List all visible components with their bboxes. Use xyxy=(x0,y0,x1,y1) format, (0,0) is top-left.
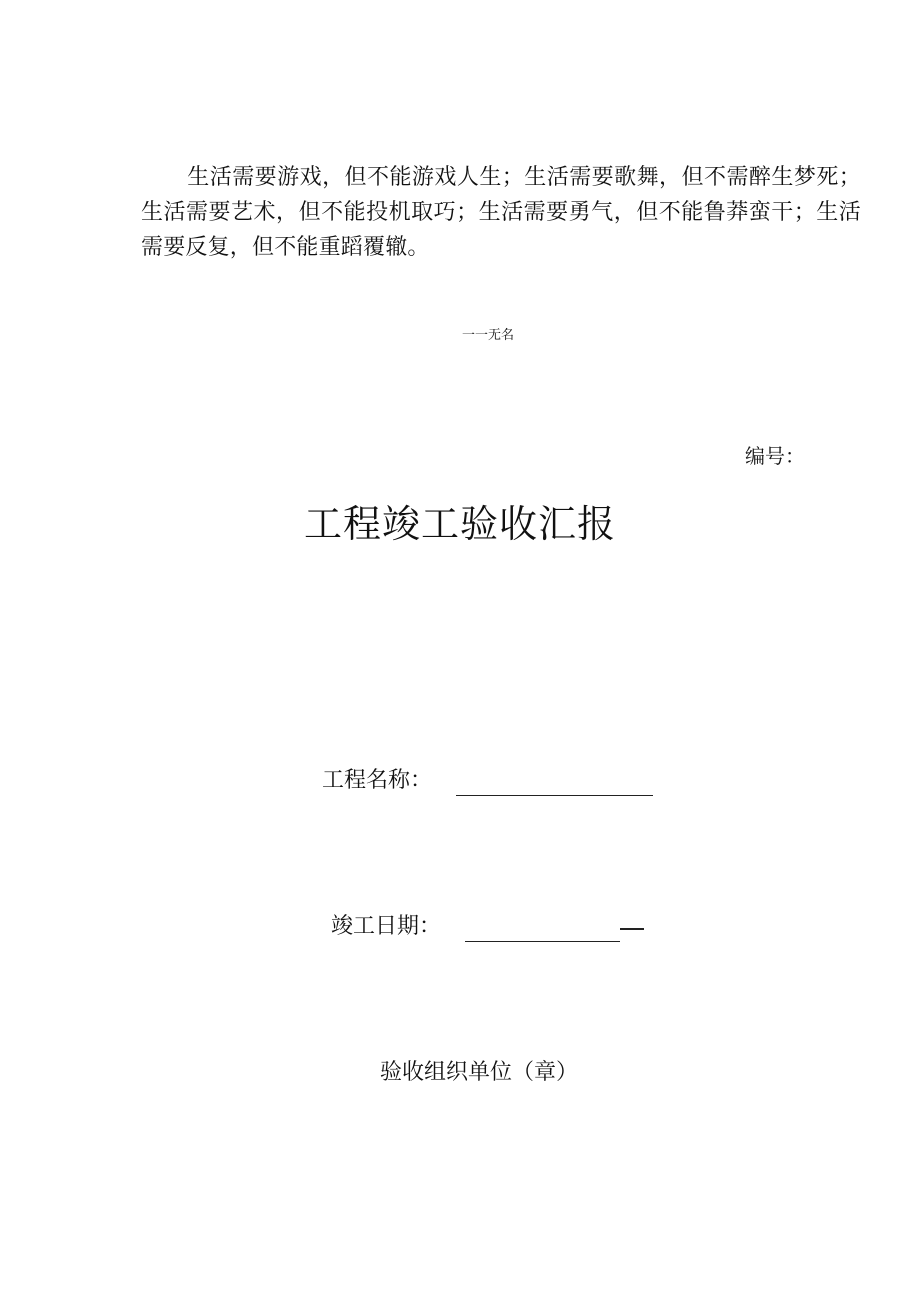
project-name-label: 工程名称： xyxy=(322,768,433,793)
document-number-label: 编号： xyxy=(745,444,805,468)
completion-date-blank-line xyxy=(465,915,620,942)
epigraph-text: 生活需要游戏，但不能游戏人生；生活需要歌舞，但不需醉生梦死；生活需要艺术，但不能投机取巧；生活需要勇气，但不能鲁莽蛮干；生活需要反复，但不能重蹈覆辙。 xyxy=(141,165,861,260)
document-title: 工程竣工验收汇报 xyxy=(303,502,616,546)
completion-date-trailing-dash xyxy=(620,928,644,930)
project-name-blank-line xyxy=(456,769,653,796)
completion-date-label: 竣工日期： xyxy=(331,914,442,939)
epigraph-attribution: 一一无名 xyxy=(461,328,514,343)
completion-date-field xyxy=(331,912,644,942)
acceptance-organization-seal-label: 验收组织单位（章） xyxy=(379,1060,578,1085)
epigraph-quote xyxy=(141,160,861,265)
project-name-field xyxy=(322,766,653,796)
